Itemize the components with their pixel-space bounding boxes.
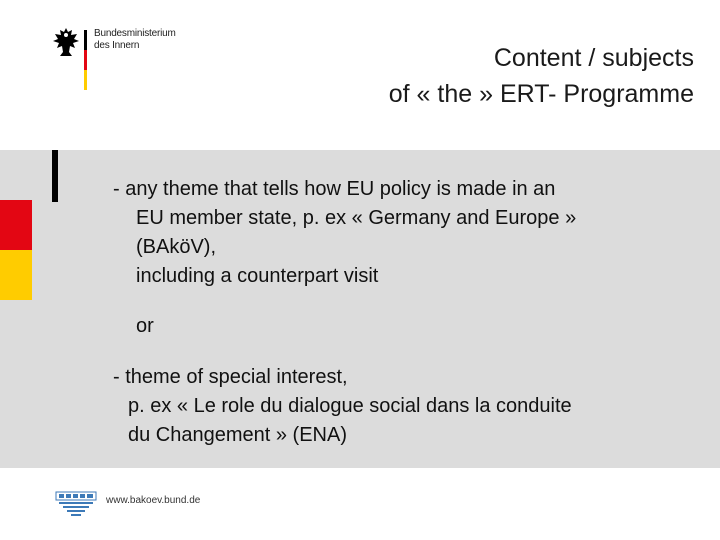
connector-or: or	[136, 315, 154, 337]
bakoev-logo-icon	[55, 490, 97, 518]
german-flag-stripe	[84, 30, 87, 90]
item1-line1: - any theme that tells how EU policy is made in an	[113, 178, 556, 200]
title-line1: Content / subjects	[493, 44, 694, 72]
footer-url: www.bakoev.bund.de	[106, 495, 201, 506]
ministry-name-line2: des Innern	[94, 40, 140, 51]
slide-body	[0, 150, 720, 468]
item2-line3: du Changement » (ENA)	[128, 424, 348, 446]
ministry-logo	[52, 26, 192, 66]
ministry-name-line1: Bundesministerium	[94, 28, 176, 39]
slide-title	[214, 40, 694, 112]
item2-line2: p. ex « Le role du dialogue social dans la conduite	[128, 395, 572, 417]
item1-line4: including a counterpart visit	[136, 265, 379, 287]
item1-line2: EU member state, p. ex « Germany and Europe »	[136, 207, 577, 229]
item1-line3: (BAköV),	[136, 236, 217, 258]
item2-line1: - theme of special interest,	[113, 366, 348, 388]
title-line2: of « the » ERT- Programme	[388, 80, 694, 108]
ministry-name	[94, 28, 176, 52]
federal-eagle-icon	[52, 26, 80, 58]
